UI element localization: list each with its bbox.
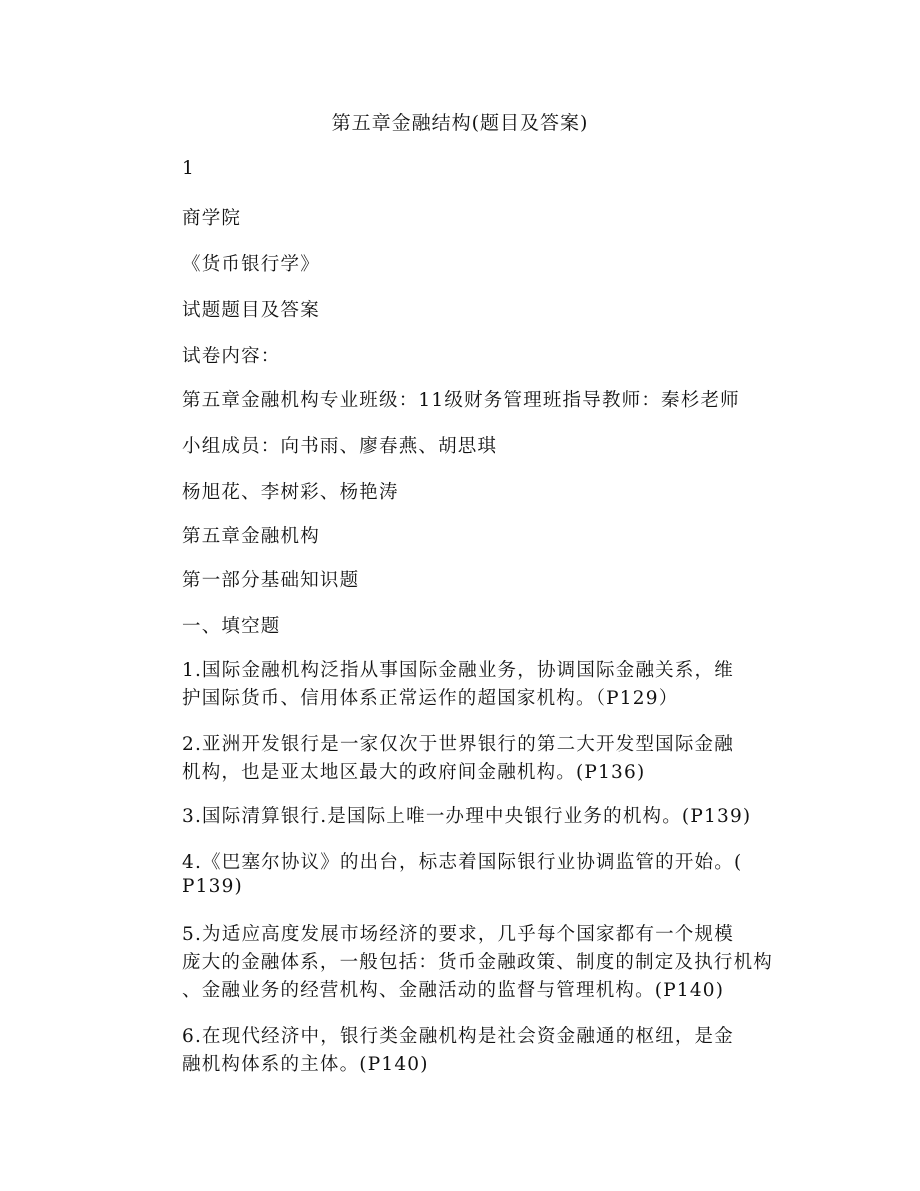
question-5-line-2: 庞大的金融体系，一般包括：货币金融政策、制度的制定及执行机构 [182,952,774,973]
question-1-line-2: 护国际货币、信用体系正常运作的超国家机构。（P129） [182,688,679,709]
exam-content-label: 试卷内容： [182,346,281,367]
course-name: 《货币银行学》 [182,254,320,275]
question-6-line-1: 6.在现代经济中，银行类金融机构是社会资金融通的枢纽，是金 [182,1026,734,1047]
group-members-line-1: 小组成员：向书雨、廖春燕、胡思琪 [182,436,498,457]
question-2-line-2: 机构，也是亚太地区最大的政府间金融机构。(P136) [182,762,646,783]
question-5-line-1: 5.为适应高度发展市场经济的要求，几乎每个国家都有一个规模 [182,924,734,945]
school-name: 商学院 [182,208,242,229]
question-4-line-2: P139) [182,876,243,897]
chapter-class-teacher: 第五章金融机构专业班级：11级财务管理班指导教师：秦杉老师 [182,390,740,411]
question-2-line-1: 2.亚洲开发银行是一家仅次于世界银行的第二大开发型国际金融 [182,734,734,755]
question-6-line-2: 融机构体系的主体。(P140) [182,1054,429,1075]
question-1-line-1: 1.国际金融机构泛指从事国际金融业务，协调国际金融关系，维 [182,660,734,681]
part-heading: 第一部分基础知识题 [182,570,360,591]
page-number: 1 [182,158,195,179]
question-5-line-3: 、金融业务的经营机构、金融活动的监督与管理机构。(P140) [182,980,725,1001]
chapter-heading: 第五章金融机构 [182,526,320,547]
question-4-line-1: 4.《巴塞尔协议》的出台，标志着国际银行业协调监管的开始。( [182,852,743,873]
document-title: 第五章金融结构(题目及答案) [331,112,589,134]
section-heading: 一、填空题 [182,616,281,637]
exam-heading: 试题题目及答案 [182,300,320,321]
question-3-line-1: 3.国际清算银行.是国际上唯一办理中央银行业务的机构。(P139) [182,806,752,827]
group-members-line-2: 杨旭花、李树彩、杨艳涛 [182,482,399,503]
